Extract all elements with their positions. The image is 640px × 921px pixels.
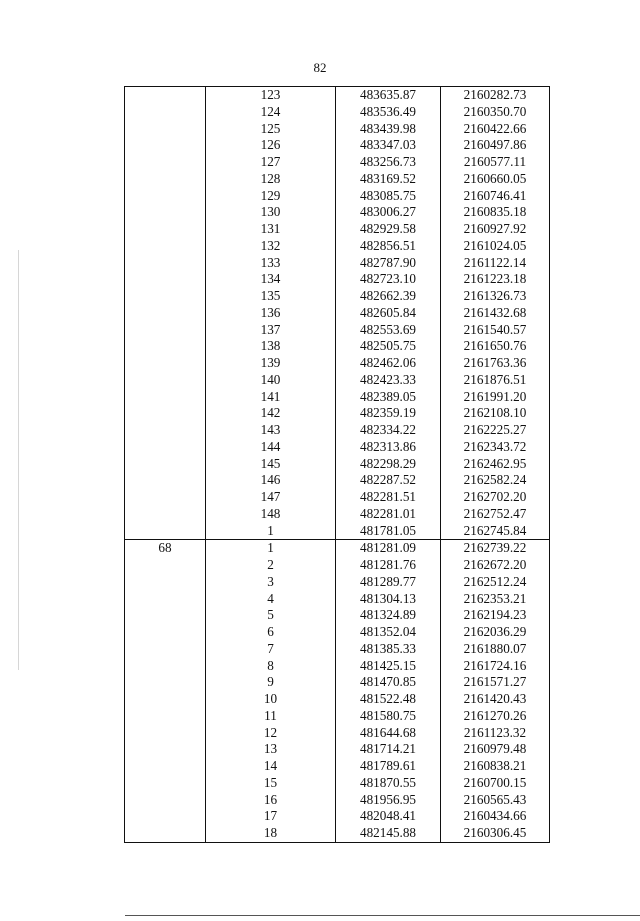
point-number-cell: 138 bbox=[206, 338, 336, 355]
x-coordinate-cell: 482553.69 bbox=[336, 322, 441, 339]
plot-number-cell bbox=[125, 255, 206, 272]
plot-number-cell bbox=[125, 372, 206, 389]
x-coordinate-cell: 481281.09 bbox=[336, 540, 441, 557]
table-row bbox=[125, 204, 550, 221]
y-coordinate-cell: 2161540.57 bbox=[441, 322, 550, 339]
plot-number-cell bbox=[125, 104, 206, 121]
x-coordinate-cell: 481522.48 bbox=[336, 691, 441, 708]
x-coordinate-cell: 482723.10 bbox=[336, 271, 441, 288]
plot-number-cell bbox=[125, 238, 206, 255]
x-coordinate-cell: 482313.86 bbox=[336, 439, 441, 456]
table-row bbox=[125, 758, 550, 775]
table-row bbox=[125, 641, 550, 658]
plot-number-cell: 68 bbox=[125, 540, 206, 557]
plot-number-cell bbox=[125, 389, 206, 406]
plot-number-cell bbox=[125, 792, 206, 809]
point-number-cell: 148 bbox=[206, 506, 336, 523]
point-number-cell: 3 bbox=[206, 574, 336, 591]
plot-number-cell bbox=[125, 489, 206, 506]
point-number-cell: 15 bbox=[206, 775, 336, 792]
point-number-cell: 2 bbox=[206, 557, 336, 574]
coordinates-table bbox=[124, 86, 550, 843]
table-row bbox=[125, 808, 550, 825]
table-row bbox=[125, 506, 550, 523]
y-coordinate-cell: 2162108.10 bbox=[441, 405, 550, 422]
plot-number-cell bbox=[125, 641, 206, 658]
point-number-cell: 17 bbox=[206, 808, 336, 825]
table-row bbox=[125, 574, 550, 591]
plot-number-cell bbox=[125, 725, 206, 742]
y-coordinate-cell: 2161123.32 bbox=[441, 725, 550, 742]
plot-number-cell bbox=[125, 506, 206, 523]
table-row bbox=[125, 825, 550, 842]
table-row bbox=[125, 489, 550, 506]
point-number-cell: 8 bbox=[206, 658, 336, 675]
y-coordinate-cell: 2161763.36 bbox=[441, 355, 550, 372]
x-coordinate-cell: 481281.76 bbox=[336, 557, 441, 574]
point-number-cell: 18 bbox=[206, 825, 336, 842]
table-row bbox=[125, 792, 550, 809]
point-number-cell: 144 bbox=[206, 439, 336, 456]
plot-number-cell bbox=[125, 137, 206, 154]
plot-number-cell bbox=[125, 305, 206, 322]
plot-number-cell bbox=[125, 607, 206, 624]
table-row bbox=[125, 288, 550, 305]
table-row bbox=[125, 725, 550, 742]
point-number-cell: 142 bbox=[206, 405, 336, 422]
point-number-cell: 1 bbox=[206, 540, 336, 557]
x-coordinate-cell: 481956.95 bbox=[336, 792, 441, 809]
point-number-cell: 131 bbox=[206, 221, 336, 238]
y-coordinate-cell: 2161420.43 bbox=[441, 691, 550, 708]
point-number-cell: 135 bbox=[206, 288, 336, 305]
plot-number-cell bbox=[125, 674, 206, 691]
x-coordinate-cell: 482787.90 bbox=[336, 255, 441, 272]
y-coordinate-cell: 2162194.23 bbox=[441, 607, 550, 624]
table-row bbox=[125, 389, 550, 406]
plot-number-cell bbox=[125, 171, 206, 188]
x-coordinate-cell: 483169.52 bbox=[336, 171, 441, 188]
plot-number-cell bbox=[125, 557, 206, 574]
x-coordinate-cell: 481425.15 bbox=[336, 658, 441, 675]
y-coordinate-cell: 2161724.16 bbox=[441, 658, 550, 675]
y-coordinate-cell: 2160927.92 bbox=[441, 221, 550, 238]
table-row bbox=[125, 691, 550, 708]
plot-number-cell bbox=[125, 456, 206, 473]
point-number-cell: 4 bbox=[206, 591, 336, 608]
x-coordinate-cell: 483635.87 bbox=[336, 87, 441, 104]
x-coordinate-cell: 481580.75 bbox=[336, 708, 441, 725]
plot-number-cell bbox=[125, 808, 206, 825]
table-row bbox=[125, 658, 550, 675]
x-coordinate-cell: 482048.41 bbox=[336, 808, 441, 825]
x-coordinate-cell: 481324.89 bbox=[336, 607, 441, 624]
table-row bbox=[125, 87, 550, 104]
table-row bbox=[125, 355, 550, 372]
y-coordinate-cell: 2160282.73 bbox=[441, 87, 550, 104]
point-number-cell: 147 bbox=[206, 489, 336, 506]
point-number-cell: 130 bbox=[206, 204, 336, 221]
y-coordinate-cell: 2162343.72 bbox=[441, 439, 550, 456]
x-coordinate-cell: 481289.77 bbox=[336, 574, 441, 591]
plot-number-cell bbox=[125, 121, 206, 138]
y-coordinate-cell: 2161650.76 bbox=[441, 338, 550, 355]
table-row bbox=[125, 405, 550, 422]
table-row bbox=[125, 104, 550, 121]
point-number-cell: 14 bbox=[206, 758, 336, 775]
y-coordinate-cell: 2161122.14 bbox=[441, 255, 550, 272]
x-coordinate-cell: 483256.73 bbox=[336, 154, 441, 171]
x-coordinate-cell: 482298.29 bbox=[336, 456, 441, 473]
table-row bbox=[125, 322, 550, 339]
point-number-cell: 125 bbox=[206, 121, 336, 138]
point-number-cell: 124 bbox=[206, 104, 336, 121]
y-coordinate-cell: 2162702.20 bbox=[441, 489, 550, 506]
x-coordinate-cell: 482605.84 bbox=[336, 305, 441, 322]
point-number-cell: 133 bbox=[206, 255, 336, 272]
table-row bbox=[125, 607, 550, 624]
point-number-cell: 140 bbox=[206, 372, 336, 389]
plot-number-cell bbox=[125, 708, 206, 725]
table-row bbox=[125, 121, 550, 138]
x-coordinate-cell: 482423.33 bbox=[336, 372, 441, 389]
table-row bbox=[125, 188, 550, 205]
point-number-cell: 13 bbox=[206, 741, 336, 758]
y-coordinate-cell: 2162672.20 bbox=[441, 557, 550, 574]
y-coordinate-cell: 2160434.66 bbox=[441, 808, 550, 825]
point-number-cell: 136 bbox=[206, 305, 336, 322]
point-number-cell: 134 bbox=[206, 271, 336, 288]
y-coordinate-cell: 2160979.48 bbox=[441, 741, 550, 758]
x-coordinate-cell: 482662.39 bbox=[336, 288, 441, 305]
x-coordinate-cell: 482145.88 bbox=[336, 825, 441, 842]
y-coordinate-cell: 2160746.41 bbox=[441, 188, 550, 205]
x-coordinate-cell: 483006.27 bbox=[336, 204, 441, 221]
table-row bbox=[125, 624, 550, 641]
plot-number-cell bbox=[125, 691, 206, 708]
table-row bbox=[125, 439, 550, 456]
plot-number-cell bbox=[125, 338, 206, 355]
table-row bbox=[125, 557, 550, 574]
table-row bbox=[125, 422, 550, 439]
plot-number-cell bbox=[125, 439, 206, 456]
x-coordinate-cell: 483347.03 bbox=[336, 137, 441, 154]
y-coordinate-cell: 2161571.27 bbox=[441, 674, 550, 691]
y-coordinate-cell: 2161876.51 bbox=[441, 372, 550, 389]
plot-number-cell bbox=[125, 574, 206, 591]
x-coordinate-cell: 482462.06 bbox=[336, 355, 441, 372]
table-row bbox=[125, 775, 550, 792]
point-number-cell: 146 bbox=[206, 472, 336, 489]
table-row bbox=[125, 171, 550, 188]
table-row bbox=[125, 137, 550, 154]
plot-number-cell bbox=[125, 322, 206, 339]
table-row bbox=[125, 154, 550, 171]
point-number-cell: 5 bbox=[206, 607, 336, 624]
point-number-cell: 137 bbox=[206, 322, 336, 339]
y-coordinate-cell: 2160838.21 bbox=[441, 758, 550, 775]
table-row bbox=[125, 456, 550, 473]
page-number: 82 bbox=[313, 60, 327, 75]
plot-number-cell bbox=[125, 87, 206, 104]
point-number-cell: 7 bbox=[206, 641, 336, 658]
x-coordinate-cell: 481470.85 bbox=[336, 674, 441, 691]
plot-number-cell bbox=[125, 758, 206, 775]
point-number-cell: 139 bbox=[206, 355, 336, 372]
y-coordinate-cell: 2161024.05 bbox=[441, 238, 550, 255]
table-row bbox=[125, 674, 550, 691]
x-coordinate-cell: 481644.68 bbox=[336, 725, 441, 742]
x-coordinate-cell: 481870.55 bbox=[336, 775, 441, 792]
y-coordinate-cell: 2161880.07 bbox=[441, 641, 550, 658]
table-row bbox=[125, 221, 550, 238]
plot-number-cell bbox=[125, 741, 206, 758]
y-coordinate-cell: 2162225.27 bbox=[441, 422, 550, 439]
plot-number-cell bbox=[125, 288, 206, 305]
table-row bbox=[125, 523, 550, 540]
y-coordinate-cell: 2161326.73 bbox=[441, 288, 550, 305]
x-coordinate-cell: 481781.05 bbox=[336, 523, 441, 540]
x-coordinate-cell: 481352.04 bbox=[336, 624, 441, 641]
x-coordinate-cell: 481789.61 bbox=[336, 758, 441, 775]
y-coordinate-cell: 2160497.86 bbox=[441, 137, 550, 154]
table-row bbox=[125, 255, 550, 272]
x-coordinate-cell: 483439.98 bbox=[336, 121, 441, 138]
x-coordinate-cell: 481304.13 bbox=[336, 591, 441, 608]
table-row bbox=[125, 540, 550, 557]
y-coordinate-cell: 2160577.11 bbox=[441, 154, 550, 171]
x-coordinate-cell: 482281.51 bbox=[336, 489, 441, 506]
point-number-cell: 11 bbox=[206, 708, 336, 725]
point-number-cell: 143 bbox=[206, 422, 336, 439]
plot-number-cell bbox=[125, 624, 206, 641]
plot-number-cell bbox=[125, 405, 206, 422]
y-coordinate-cell: 2161223.18 bbox=[441, 271, 550, 288]
point-number-cell: 123 bbox=[206, 87, 336, 104]
plot-number-cell bbox=[125, 204, 206, 221]
y-coordinate-cell: 2162353.21 bbox=[441, 591, 550, 608]
x-coordinate-cell: 482389.05 bbox=[336, 389, 441, 406]
x-coordinate-cell: 482334.22 bbox=[336, 422, 441, 439]
table-row bbox=[125, 271, 550, 288]
point-number-cell: 141 bbox=[206, 389, 336, 406]
plot-number-cell bbox=[125, 591, 206, 608]
point-number-cell: 145 bbox=[206, 456, 336, 473]
plot-number-cell bbox=[125, 422, 206, 439]
x-coordinate-cell: 482505.75 bbox=[336, 338, 441, 355]
plot-number-cell bbox=[125, 523, 206, 540]
table-row bbox=[125, 338, 550, 355]
x-coordinate-cell: 483085.75 bbox=[336, 188, 441, 205]
table-row bbox=[125, 305, 550, 322]
plot-number-cell bbox=[125, 472, 206, 489]
plot-number-cell bbox=[125, 271, 206, 288]
point-number-cell: 127 bbox=[206, 154, 336, 171]
plot-number-cell bbox=[125, 775, 206, 792]
x-coordinate-cell: 481714.21 bbox=[336, 741, 441, 758]
y-coordinate-cell: 2160660.05 bbox=[441, 171, 550, 188]
x-coordinate-cell: 481385.33 bbox=[336, 641, 441, 658]
x-coordinate-cell: 482359.19 bbox=[336, 405, 441, 422]
table-row bbox=[125, 741, 550, 758]
table-row bbox=[125, 591, 550, 608]
y-coordinate-cell: 2162752.47 bbox=[441, 506, 550, 523]
point-number-cell: 12 bbox=[206, 725, 336, 742]
point-number-cell: 126 bbox=[206, 137, 336, 154]
point-number-cell: 10 bbox=[206, 691, 336, 708]
y-coordinate-cell: 2160835.18 bbox=[441, 204, 550, 221]
y-coordinate-cell: 2160350.70 bbox=[441, 104, 550, 121]
y-coordinate-cell: 2161270.26 bbox=[441, 708, 550, 725]
y-coordinate-cell: 2161991.20 bbox=[441, 389, 550, 406]
plot-number-cell bbox=[125, 154, 206, 171]
point-number-cell: 128 bbox=[206, 171, 336, 188]
point-number-cell: 1 bbox=[206, 523, 336, 540]
y-coordinate-cell: 2162036.29 bbox=[441, 624, 550, 641]
table-row bbox=[125, 472, 550, 489]
y-coordinate-cell: 2160565.43 bbox=[441, 792, 550, 809]
point-number-cell: 132 bbox=[206, 238, 336, 255]
y-coordinate-cell: 2162462.95 bbox=[441, 456, 550, 473]
point-number-cell: 9 bbox=[206, 674, 336, 691]
table-row bbox=[125, 708, 550, 725]
point-number-cell: 129 bbox=[206, 188, 336, 205]
x-coordinate-cell: 482929.58 bbox=[336, 221, 441, 238]
y-coordinate-cell: 2160700.15 bbox=[441, 775, 550, 792]
plot-number-cell bbox=[125, 658, 206, 675]
plot-number-cell bbox=[125, 188, 206, 205]
y-coordinate-cell: 2162745.84 bbox=[441, 523, 550, 540]
point-number-cell: 16 bbox=[206, 792, 336, 809]
y-coordinate-cell: 2160306.45 bbox=[441, 825, 550, 842]
x-coordinate-cell: 483536.49 bbox=[336, 104, 441, 121]
point-number-cell: 6 bbox=[206, 624, 336, 641]
y-coordinate-cell: 2162512.24 bbox=[441, 574, 550, 591]
y-coordinate-cell: 2162739.22 bbox=[441, 540, 550, 557]
x-coordinate-cell: 482281.01 bbox=[336, 506, 441, 523]
page-bottom-rule bbox=[125, 915, 640, 916]
scan-margin-line bbox=[18, 250, 19, 670]
plot-number-cell bbox=[125, 355, 206, 372]
table-row bbox=[125, 372, 550, 389]
plot-number-cell bbox=[125, 221, 206, 238]
y-coordinate-cell: 2162582.24 bbox=[441, 472, 550, 489]
plot-number-cell bbox=[125, 825, 206, 842]
y-coordinate-cell: 2160422.66 bbox=[441, 121, 550, 138]
table-row bbox=[125, 238, 550, 255]
y-coordinate-cell: 2161432.68 bbox=[441, 305, 550, 322]
coordinates-table-body bbox=[125, 87, 550, 843]
x-coordinate-cell: 482287.52 bbox=[336, 472, 441, 489]
x-coordinate-cell: 482856.51 bbox=[336, 238, 441, 255]
